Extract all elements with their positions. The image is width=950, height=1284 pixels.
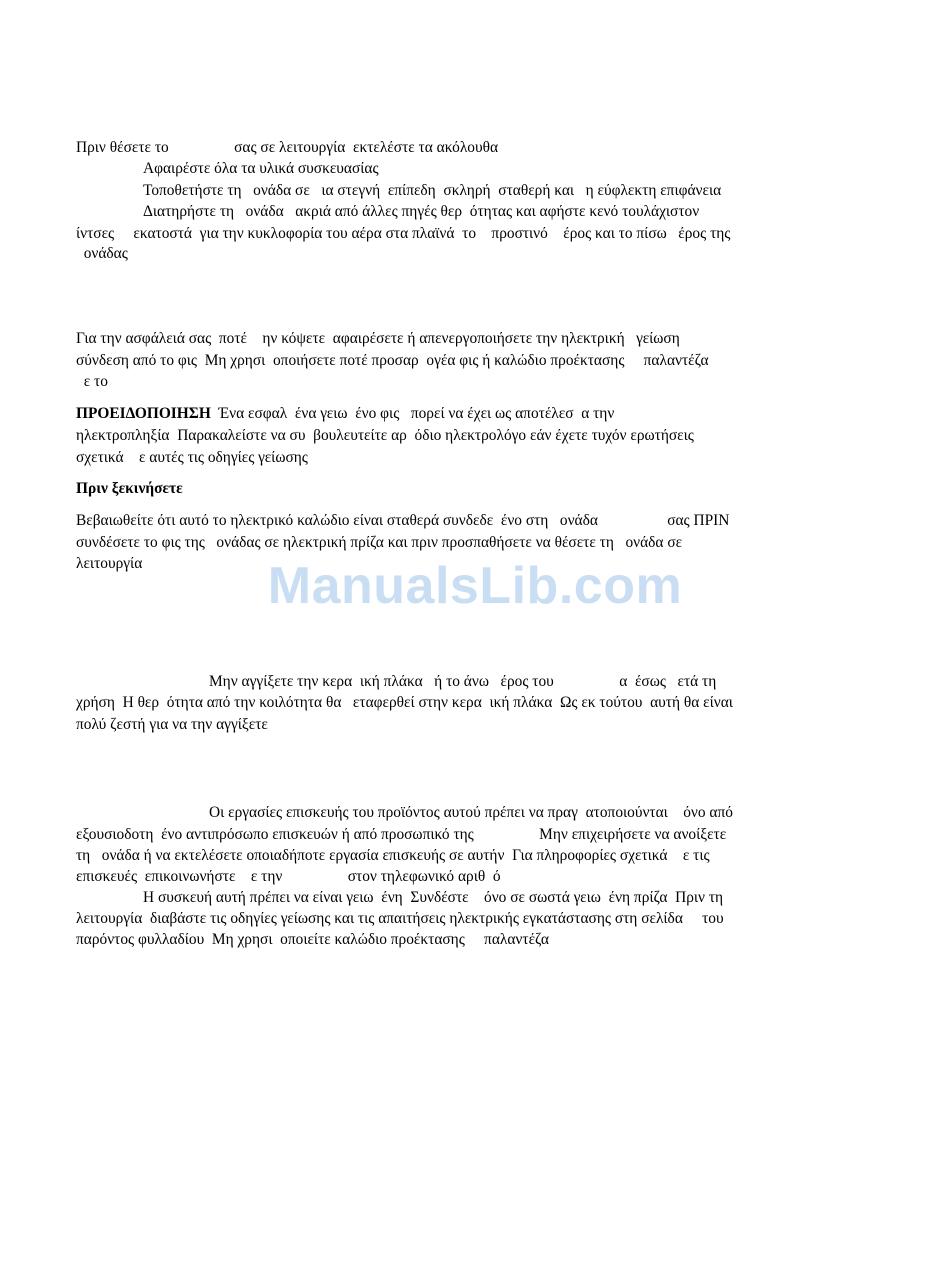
text-line: Τοποθετήστε τη ονάδα σε ια στεγνή επίπεδη σκληρή σταθερή και η εύφλεκτη επιφάνεια bbox=[143, 182, 722, 199]
text-line: πολύ ζεστή για να την αγγίξετε bbox=[76, 716, 268, 733]
text-line: Μην αγγίξετε την κερα ική πλάκα ή το άνω έρος του α έσως ετά τη bbox=[209, 673, 717, 690]
text-line: Διατηρήστε τη ονάδα ακριά από άλλες πηγές θερ ότητας και αφήστε κενό τουλάχιστον bbox=[143, 203, 700, 220]
text-line: Βεβαιωθείτε ότι αυτό το ηλεκτρικό καλώδιο είναι σταθερά συνδεδε ένο στη ονάδα σας ΠΡΙΝ bbox=[76, 512, 730, 529]
text-line: σχετικά ε αυτές τις οδηγίες γείωσης bbox=[76, 449, 308, 466]
text-line: τη ονάδα ή να εκτελέσετε οποιαδήποτε εργασία επισκευής σε αυτήν Για πληροφορίες σχετικά ε τις bbox=[76, 847, 710, 864]
text-line: Οι εργασίες επισκευής του προϊόντος αυτού πρέπει να πραγ ατοποιούνται όνο από bbox=[209, 804, 733, 821]
warning-line bbox=[76, 404, 614, 424]
text-line: εξουσιοδοτη ένο αντιπρόσωπο επισκευών ή από προσωπικό της Μην επιχειρήσετε να ανοίξετε bbox=[76, 826, 727, 843]
text-line: ε το bbox=[76, 373, 108, 390]
warning-text: Ένα εσφαλ ένα γειω ένο φις πορεί να έχει ως αποτέλεσ α την bbox=[210, 405, 615, 422]
text-line: χρήση Η θερ ότητα από την κοιλότητα θα εταφερθεί στην κερα ική πλάκα Ως εκ τούτου αυτή θα είναι bbox=[76, 694, 733, 711]
text-line: Για την ασφάλειά σας ποτέ ην κόψετε αφαιρέσετε ή απενεργοποιήσετε την ηλεκτρική γείωση bbox=[76, 330, 680, 347]
text-line: συνδέσετε το φις της ονάδας σε ηλεκτρική πρίζα και πριν προσπαθήσετε να θέσετε τη ονάδα σε bbox=[76, 534, 683, 551]
text-line: Αφαιρέστε όλα τα υλικά συσκευασίας bbox=[143, 160, 379, 177]
section-heading: Πριν ξεκινήσετε bbox=[76, 480, 183, 497]
text-line: ονάδας bbox=[76, 245, 128, 262]
text-line: ίντσες εκατοστά για την κυκλοφορία του αέρα στα πλαϊνά το προστινό έρος και το πίσω έρος της bbox=[76, 225, 731, 242]
text-line: σύνδεση από το φις Μη χρησι οποιήσετε ποτέ προσαρ ογέα φις ή καλώδιο προέκτασης παλαντέζα bbox=[76, 352, 709, 369]
watermark: ManualsLib.com bbox=[267, 557, 683, 615]
text-line: λειτουργία bbox=[76, 555, 143, 572]
text-line: ηλεκτροπληξία Παρακαλείστε να συ βουλευτείτε αρ όδιο ηλεκτρολόγο εάν έχετε τυχόν ερωτήσεις bbox=[76, 427, 694, 444]
text-line: επισκευές επικοινωνήστε ε την στον τηλεφωνικό αριθ ό bbox=[76, 868, 501, 885]
warning-label: ΠΡΟΕΙΔΟΠΟΙΗΣΗ bbox=[76, 405, 211, 422]
text-line: Πριν θέσετε το σας σε λειτουργία εκτελέστε τα ακόλουθα bbox=[76, 139, 499, 156]
text-line: Η συσκευή αυτή πρέπει να είναι γειω ένη Συνδέστε όνο σε σωστά γειω ένη πρίζα Πριν τη bbox=[143, 889, 724, 906]
text-line: λειτουργία διαβάστε τις οδηγίες γείωσης και τις απαιτήσεις ηλεκτρικής εγκατάστασης στη σελίδα του bbox=[76, 910, 724, 927]
text-line: παρόντος φυλλαδίου Μη χρησι οποιείτε καλώδιο προέκτασης παλαντέζα bbox=[76, 931, 549, 948]
